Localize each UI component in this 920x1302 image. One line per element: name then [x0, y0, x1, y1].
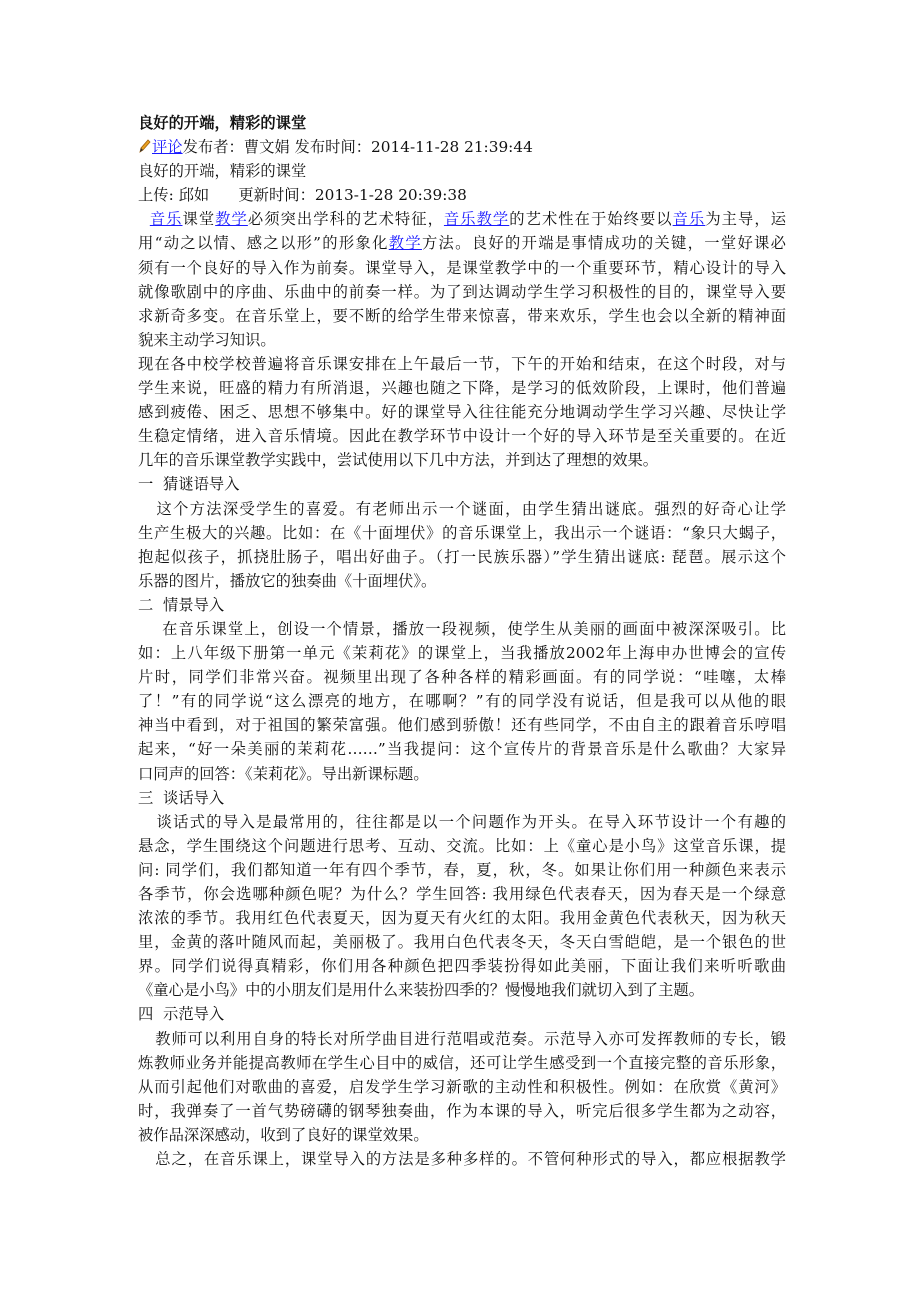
text-line: 片时，同学们非常兴奋。视频里出现了各种各样的精彩画面。有的同学说：“哇噻，太棒: [138, 668, 786, 687]
document-body: [138, 111, 786, 1171]
text-line: 三 谈话导入: [138, 788, 225, 807]
text-line: 教师可以利用自身的特长对所学曲目进行范唱或范奏。示范导入亦可发挥教师的专长，锻: [138, 1029, 786, 1048]
keyword-link[interactable]: 音乐教学: [443, 210, 510, 229]
text-line: 口同声的回答：《茉莉花》。导出新课标题。: [138, 764, 429, 783]
keyword-link[interactable]: 音乐: [149, 210, 183, 229]
text-line: 抱起似孩子，抓挠肚肠子，唱出好曲子。（打一民族乐器）”学生猜出谜底: 琵琶。展示这个: [138, 547, 786, 566]
text-segment: 方法。良好的开端是事情成功的关键，一堂好课必: [421, 234, 786, 253]
publisher-info: 发布者：曹文娟 发布时间：2014-11-28 21:39:44: [182, 138, 533, 157]
text-line: 从而引起他们对歌曲的喜爱，启发学生学习新歌的主动性和积极性。例如：在欣赏《黄河》: [138, 1077, 786, 1096]
text-line: 如：上八年级下册第一单元《茉莉花》的课堂上，当我播放2002年上海申办世博会的宣传: [138, 644, 786, 663]
text-line: 浓浓的季节。我用红色代表夏天，因为夏天有火红的太阳。我用金黄色代表秋天，因为秋天: [138, 909, 786, 928]
text-line: 起来，“好一朵美丽的茉莉花……”当我提问：这个宣传片的背景音乐是什么歌曲？大家异: [138, 740, 786, 759]
text-line: 界。同学们说得真精彩，你们用各种颜色把四季装扮得如此美丽，下面让我们来听听歌曲: [138, 957, 786, 976]
text-segment: 必须突出学科的艺术特征，: [247, 210, 444, 229]
text-line: 二 情景导入: [138, 595, 225, 614]
text-line: 感到疲倦、困乏、思想不够集中。好的课堂导入往往能充分地调动学生学习兴趣、尽快让学: [138, 403, 786, 422]
text-line: 了！”有的同学说“这么漂亮的地方，在哪啊？”有的同学没有说话，但是我可以从他的眼: [138, 692, 786, 711]
text-line: 问: 同学们，我们都知道一年有四个季节，春，夏，秋，冬。如果让你们用一种颜色来表示: [138, 860, 786, 879]
comment-link[interactable]: 评论: [152, 138, 183, 157]
text-line: 各季节，你会选哪种颜色呢？为什么？学生回答: 我用绿色代表春天，因为春天是一个绿意: [138, 885, 786, 903]
text-line: 悬念，学生围绕这个问题进行思考、互动、交流。比如：上《童心是小鸟》这堂音乐课，提: [138, 836, 786, 855]
article-title: 良好的开端，精彩的课堂: [138, 114, 307, 132]
text-line: 一 猜谜语导入: [138, 475, 240, 494]
text-segment: 课堂: [182, 210, 216, 229]
text-segment: 用“动之以情、感之以形”的形象化: [138, 234, 389, 253]
pencil-icon: [138, 136, 152, 150]
text-segment: [138, 210, 150, 228]
upload-info: 上传: 邱如 更新时间：2013-1-28 20:39:38: [138, 186, 467, 205]
text-line: 就像歌剧中的序曲、乐曲中的前奏一样。为了到达调动学生学习积极性的目的，课堂导入要: [138, 282, 786, 301]
text-segment: 的艺术性在于始终要以: [509, 210, 673, 229]
text-line: 《童心是小鸟》中的小朋友们是用什么来装扮四季的？慢慢地我们就切入到了主题。: [138, 981, 704, 1000]
text-line: 须有一个良好的导入作为前奏。课堂导入，是课堂教学中的一个重要环节，精心设计的导入: [138, 258, 786, 277]
keyword-link[interactable]: 教学: [388, 234, 422, 253]
article-content: [138, 207, 786, 1171]
text-line: 炼教师业务并能提高教师在学生心目中的威信，还可让学生感受到一个直接完整的音乐形象，: [138, 1053, 786, 1072]
text-line: 被作品深深感动，收到了良好的课堂效果。: [138, 1125, 429, 1144]
text-line: 在音乐课堂上，创设一个情景，播放一段视频，使学生从美丽的画面中被深深吸引。比: [138, 619, 786, 638]
text-line: 现在各中校学校普遍将音乐课安排在上午最后一节，下午的开始和结束，在这个时段，对与: [138, 354, 786, 373]
text-line: 总之，在音乐课上，课堂导入的方法是多种多样的。不管何种形式的导入，都应根据教学: [138, 1150, 786, 1169]
text-line: 求新奇多变。在音乐堂上，要不断的给学生带来惊喜，带来欢乐，学生也会以全新的精神面: [138, 306, 786, 325]
text-line: 几年的音乐课堂教学实践中，尝试使用以下几中方法，并到达了理想的效果。: [138, 451, 659, 470]
text-line: [138, 231, 786, 255]
text-line: 生稳定情绪，进入音乐情境。因此在教学环节中设计一个好的导入环节是至关重要的。在近: [138, 427, 786, 446]
text-line: 神当中看到，对于祖国的繁荣富强。他们感到骄傲！还有些同学，不由自主的跟着音乐哼唱: [138, 716, 786, 735]
text-line: 四 示范导入: [138, 1005, 225, 1024]
text-line: 这个方法深受学生的喜爱。有老师出示一个谜面，由学生猜出谜底。强烈的好奇心让学: [138, 499, 786, 518]
text-line: 貌来主动学习知识。: [138, 330, 276, 349]
text-line: 生产生极大的兴趣。比如：在《十面埋伏》的音乐课堂上，我出示一个谜语：“象只大蝎子，: [138, 523, 786, 542]
text-line: 学生来说，旺盛的精力有所消退，兴趣也随之下降，是学习的低效阶段，上课时，他们普遍: [138, 379, 786, 398]
text-line: [138, 207, 786, 231]
text-segment: 为主导，运: [705, 210, 786, 229]
article-subtitle: 良好的开端，精彩的课堂: [138, 162, 307, 181]
keyword-link[interactable]: 教学: [215, 210, 248, 229]
article-meta: [138, 135, 786, 159]
text-line: 时，我弹奏了一首气势磅礴的钢琴独奏曲，作为本课的导入，听完后很多学生都为之动容，: [138, 1101, 786, 1120]
keyword-link[interactable]: 音乐: [672, 210, 706, 229]
text-line: 里，金黄的落叶随风而起，美丽极了。我用白色代表冬天，冬天白雪皑皑，是一个银色的世: [138, 933, 786, 952]
text-line: 乐器的图片，播放它的独奏曲《十面埋伏》。: [138, 571, 437, 590]
text-line: 谈话式的导入是最常用的，往往都是以一个问题作为开头。在导入环节设计一个有趣的: [138, 812, 786, 831]
